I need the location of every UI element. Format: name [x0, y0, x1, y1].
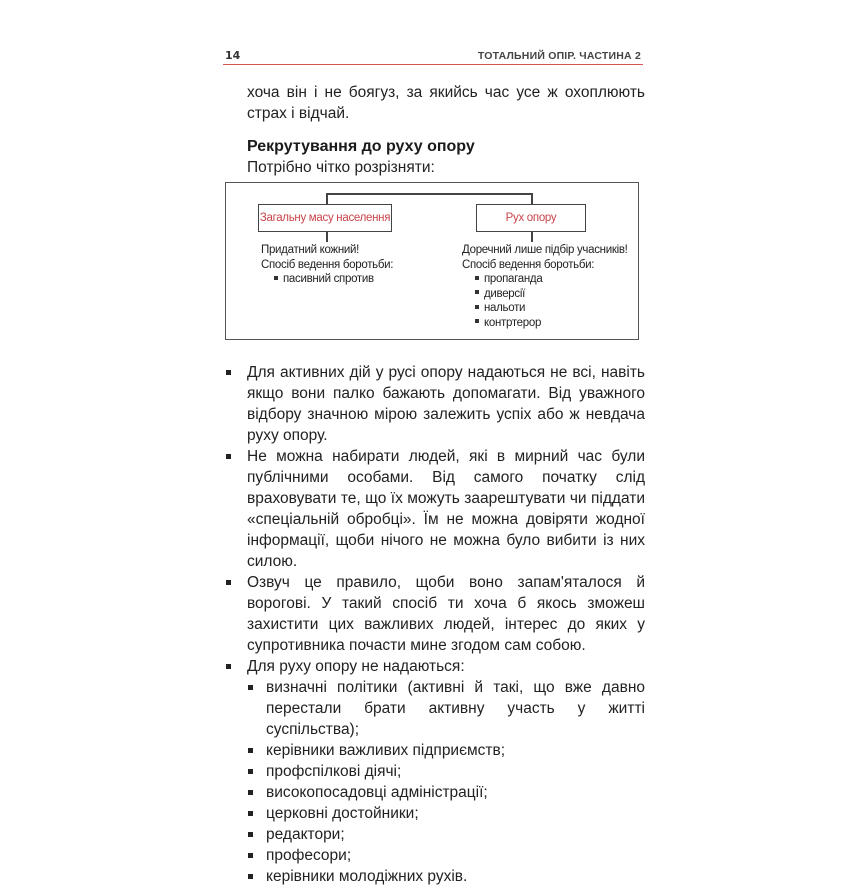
- sub-bullet-item: редактори;: [247, 824, 645, 845]
- bullet-square-icon: [475, 290, 479, 294]
- bullet-list: [224, 362, 645, 887]
- sub-bullet-item: профспілкові діячі;: [247, 761, 645, 782]
- sub-bullet-item: визначні політики (активні й такі, що вже давно перестали брати активну участь у житті суспільства);: [247, 677, 645, 740]
- right-item: контртерор: [462, 316, 628, 331]
- bullet-square-icon: [248, 811, 253, 816]
- intro-paragraph: хоча він і не боягуз, за якийсь час усе ж охоплюють страх і відчай.: [247, 84, 645, 122]
- right-item: диверсії: [462, 287, 628, 302]
- bullet-square-icon: [226, 664, 231, 669]
- comparison-diagram: [225, 182, 639, 340]
- bullet-square-icon: [226, 580, 231, 585]
- connector-right-stem: [531, 232, 533, 242]
- sub-bullet-item: церковні достойники;: [247, 803, 645, 824]
- running-title: ТОТАЛЬНИЙ ОПІР. ЧАСТИНА 2: [477, 50, 641, 62]
- bullet-square-icon: [475, 319, 479, 323]
- section-subtitle: Потрібно чітко розрізняти:: [247, 159, 435, 176]
- box-general-population: [258, 204, 392, 232]
- box-resistance-movement: [476, 204, 586, 232]
- right-line1: Доречний лише підбір учасників!: [462, 244, 628, 256]
- section-title: Рекрутування до руху опору: [247, 138, 475, 155]
- page-number: 14: [225, 49, 241, 62]
- right-line2: Спосіб ведення боротьби:: [462, 258, 595, 271]
- bullet-square-icon: [248, 790, 253, 795]
- right-column: [462, 243, 628, 330]
- bullet-square-icon: [248, 832, 253, 837]
- bullet-square-icon: [226, 454, 231, 459]
- bullet-square-icon: [475, 276, 479, 280]
- box-general-population-label: Загальну масу населення: [259, 212, 391, 224]
- sub-bullet-item: високопосадовці адміністрації;: [247, 782, 645, 803]
- bullet-item: Озвуч це правило, щоби воно запам'яталося й ворогові. У такий спосіб ти хоча б якось зможеш захистити цих важливих людей, інтерес до яких у супротивника почасти мине згодом сам собою.: [224, 572, 645, 656]
- connector-top: [326, 193, 532, 195]
- bullet-item: Для активних дій у русі опору надаються не всі, навіть якщо вони палко бажають допомагати. Від уважного відбору значною мірою залежить успіх або ж невдача руху опору.: [224, 362, 645, 446]
- sub-bullet-item: професори;: [247, 845, 645, 866]
- bullet-item: Не можна набирати людей, які в мирний час були публічними особами. Від самого початку слід враховувати те, що їх можуть заарештувати чи піддати «спеціальній обробці». Їм не можна довіряти жодної інформації, щоби нічого не можна було вибити із них силою.: [224, 446, 645, 572]
- left-line1: Придатний кожний!: [261, 244, 360, 256]
- bullet-square-icon: [248, 769, 253, 774]
- bullet-square-icon: [248, 853, 253, 858]
- left-column: [261, 243, 393, 287]
- left-line2: Спосіб ведення боротьби:: [261, 258, 394, 271]
- bullet-square-icon: [248, 685, 253, 690]
- connector-left-stem: [326, 232, 328, 242]
- box-resistance-movement-label: Рух опору: [505, 212, 557, 224]
- right-item: пропаганда: [462, 272, 628, 287]
- bullet-item: Для руху опору не надаються: визначні політики (активні й такі, що вже давно перестали брати активну участь у житті суспільства); керівники важливих підприємств; профспілкові діячі; високопосадовці адміністрації; церковні достойники; редактори; професори; керівники молодіжних рухів.: [224, 656, 645, 887]
- bullet-square-icon: [274, 276, 278, 280]
- sub-bullet-item: керівники важливих підприємств;: [247, 740, 645, 761]
- bullet-square-icon: [248, 874, 253, 879]
- right-item: нальоти: [462, 301, 628, 316]
- sub-bullet-item: керівники молодіжних рухів.: [247, 866, 645, 887]
- bullet-square-icon: [475, 305, 479, 309]
- left-item: пасивний спротив: [261, 272, 393, 287]
- bullet-square-icon: [248, 748, 253, 753]
- sub-bullet-list: [247, 677, 645, 887]
- page-header: [223, 48, 643, 65]
- bullet-square-icon: [226, 370, 231, 375]
